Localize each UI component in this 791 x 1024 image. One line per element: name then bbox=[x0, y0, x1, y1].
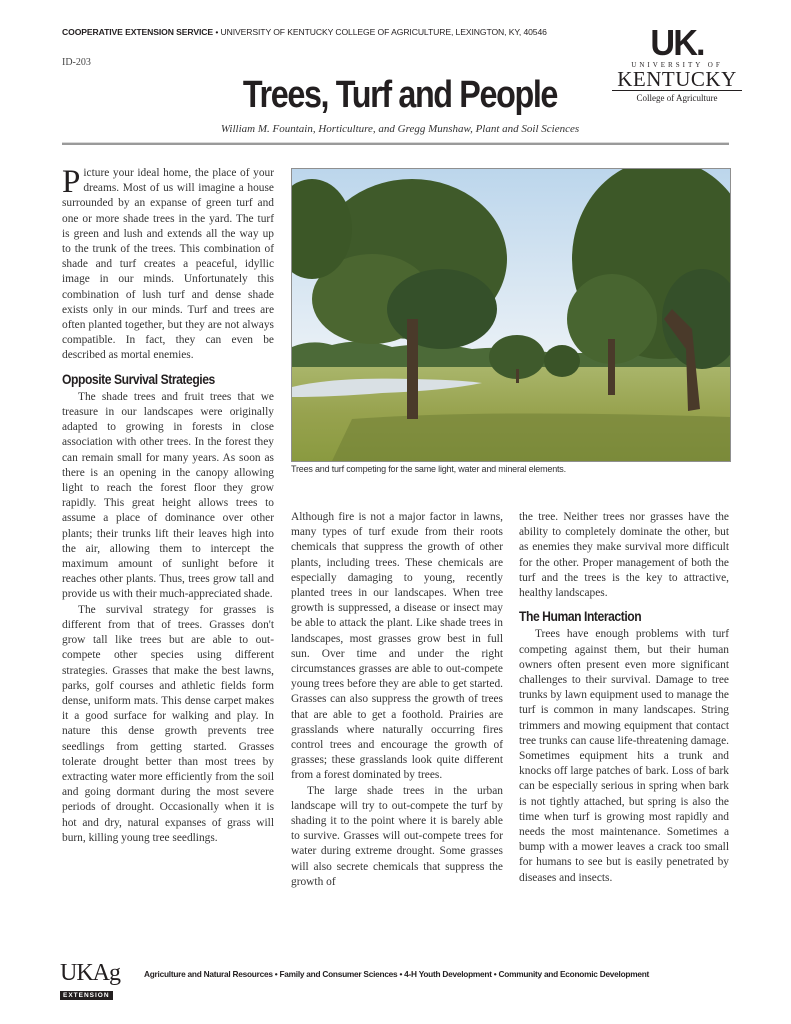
logo-college: College of Agriculture bbox=[636, 93, 718, 103]
column-3 bbox=[519, 510, 729, 886]
logo-university-of: UNIVERSITY OF bbox=[631, 61, 723, 69]
paragraph: Although fire is not a major factor in lawns, many types of turf exude from their roots chemicals that suppress the growth of other plants, including trees. These chemicals are especially damaging to young, recently planted trees in our landscapes. When tree growth is suppressed, a disease or insect may be able to attack the plant. Like shade trees in landscapes, most grasses grow best in full sun. Over time and under the right circumstances grasses are able to out-compete young trees before they are able to get started. Grasses can also suppress the growth of trees that are able to get a foothold. Prairies are grasslands where naturally occurring fires control trees and encourage the growth of grasses; these grasslands look quite different from a forest dominated by trees. bbox=[291, 511, 503, 782]
footer-programs: Agriculture and Natural Resources • Family and Consumer Sciences • 4-H Youth Development • Community and Economic Development bbox=[144, 969, 650, 979]
logo-uk-mark: UK. bbox=[650, 22, 704, 63]
ukag-extension-logo bbox=[60, 960, 130, 999]
section-heading-human-interaction: The Human Interaction bbox=[519, 609, 642, 625]
header-org-rest: UNIVERSITY OF KENTUCKY COLLEGE OF AGRICULTURE, LEXINGTON, KY, 40546 bbox=[220, 27, 547, 37]
paragraph: The survival strategy for grasses is different from that of trees. Grasses don't grow tall like trees but are able to out-compete other species using different strategies. Grasses that make the best lawns, parks, golf courses and athletic fields form dense, uniform mats. This dense carpet makes it a good surface for walking and play. In nature this dense growth prevents tree seedlings from getting started. Grasses tolerate drought better than most trees by extracting water more efficiently from the soil and going dormant during the most severe periods of drought. Occasionally when it is hot and dry, natural expanses of grass will burn, killing young tree seedlings. bbox=[62, 603, 274, 844]
drop-cap: P bbox=[62, 164, 81, 200]
paragraph: The large shade trees in the urban landscape will try to out-compete the turf by shading it to the point where it is barely able to survive. Grasses will out-compete trees for water during extreme drought. Some grasses will also secrete chemicals that suppress the growth of bbox=[291, 784, 503, 888]
uk-college-of-agriculture-logo bbox=[612, 22, 742, 103]
paragraph: Trees have enough problems with turf competing against them, but their human owners often present even more significant challenges to their survival. Damage to tree trunks by lawn equipment used to manage the turf is common in many landscapes. String trimmers and mowing equipment that contact tree trunks can cause life-threatening damage. Sometimes equipment hits a trunk and knocks off large patches of bark. Loss of bark can be especially serious in spring when bark is not tightly attached, but spring is also the time when turf is growing most rapidly and needs the most maintenance. Sometimes a bump with a mower leaves a crack too small for humans to see but is easily penetrated by diseases and insects. bbox=[519, 628, 729, 884]
column-2 bbox=[291, 510, 503, 890]
header-org-bold: COOPERATIVE EXTENSION SERVICE bbox=[62, 27, 214, 37]
intro-text: icture your ideal home, the place of your dreams. Most of us will imagine a house surrounded by an expanse of green turf and one or more shade trees in the yard. The turf is green and lush and extends all the way up to the trunk of the trees. This combination of shade and turf creates a peaceful, idyllic image in our minds. Unfortunately this combination of lush turf and dense shade exists only in our minds. Turf and trees are often planted together, but they are not always compatible. In fact, they can even be described as mortal enemies. bbox=[62, 167, 274, 362]
authors-line: William M. Fountain, Horticulture, and Gregg Munshaw, Plant and Soil Sciences bbox=[220, 123, 580, 135]
header-org-line bbox=[62, 27, 547, 37]
intro-paragraph bbox=[62, 166, 274, 364]
header-separator: • bbox=[213, 27, 221, 37]
logo-ukag: UKAg bbox=[60, 960, 120, 986]
trees-turf-photo bbox=[291, 168, 731, 462]
paragraph: The shade trees and fruit trees that we treasure in our landscapes were originally adapted to growing in forests in close association with other trees. In the forest they can remain small for many years. As soon as there is an opening in the canopy allowing light to reach the forest floor they grow rapidly. This great height allows trees to assume a place of dominance over other plants; their trunks lift their leaves high into the air, allowing them to intercept the maximum amount of sunlight before it reaches other plants. Thus, trees grow tall and provide us with their much-appreciated shade. bbox=[62, 390, 274, 601]
paragraph: the tree. Neither trees nor grasses have the ability to completely dominate the other, but as enemies they make survival more difficult for the other. Proper management of both the turf and the trees is the key to attractive, healthy landscapes. bbox=[519, 511, 729, 600]
section-heading-survival: Opposite Survival Strategies bbox=[62, 371, 215, 387]
landscape-image bbox=[292, 169, 730, 461]
header-divider bbox=[62, 142, 729, 145]
page-title: Trees, Turf and People bbox=[242, 74, 558, 116]
logo-extension: EXTENSION bbox=[60, 991, 113, 1000]
column-1 bbox=[62, 166, 274, 846]
document-id: ID-203 bbox=[62, 57, 91, 68]
photo-caption: Trees and turf competing for the same light, water and mineral elements. bbox=[291, 464, 566, 474]
logo-kentucky: KENTUCKY bbox=[612, 69, 742, 91]
